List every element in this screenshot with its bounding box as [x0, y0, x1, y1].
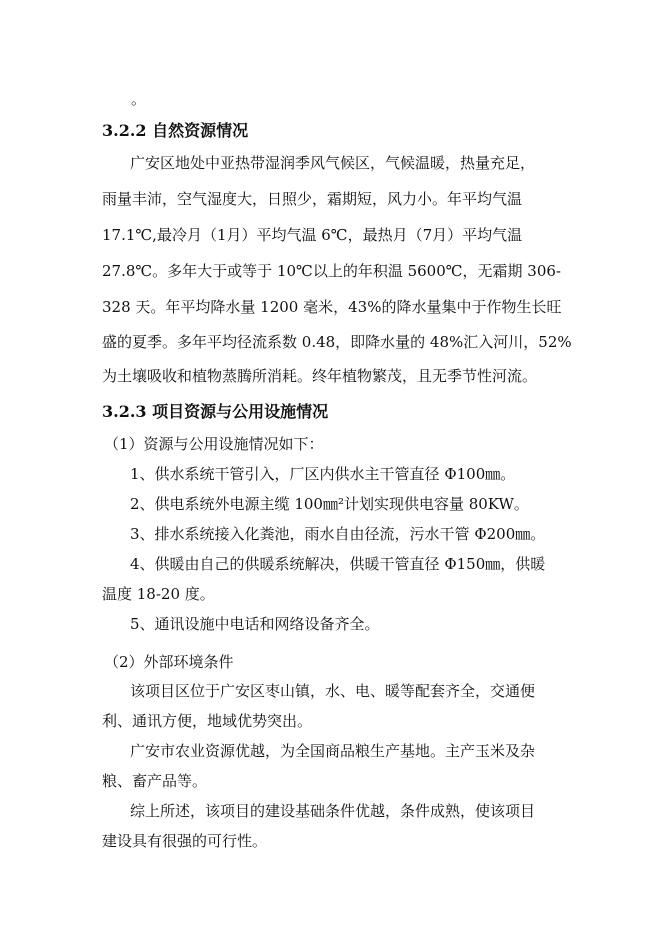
paragraph-line: 该项目区位于广安区枣山镇，水、电、暖等配套齐全，交通便	[130, 682, 536, 700]
paragraph-line: 利、通讯方便，地域优势突出。	[102, 712, 313, 730]
paragraph-line: 328 天。年平均降水量 1200 毫米，43%的降水量集中于作物生长旺	[102, 298, 562, 316]
paragraph-line: 雨量丰沛，空气湿度大，日照少，霜期短，风力小。年平均气温	[102, 190, 523, 208]
paragraph-line: 27.8℃。多年大于或等于 10℃以上的年积温 5600℃，无霜期 306-	[102, 262, 562, 280]
paragraph-line: 17.1℃,最冷月（1月）平均气温 6℃，最热月（7月）平均气温	[102, 226, 523, 244]
lead-mark: 。	[131, 90, 147, 108]
paragraph-line: 粮、畜产品等。	[102, 772, 208, 790]
section-heading-natural-resources: 3.2.2 自然资源情况	[102, 121, 249, 140]
paragraph-line: 建设具有很强的可行性。	[102, 832, 268, 850]
paragraph-line: 为土壤吸收和植物蒸腾所消耗。终年植物繁茂，且无季节性河流。	[102, 367, 538, 385]
section-heading-project-resources: 3.2.3 项目资源与公用设施情况	[102, 402, 329, 421]
paragraph-line: 综上所述，该项目的建设基础条件优越，条件成熟，使该项目	[130, 802, 536, 820]
list-item: 5、通讯设施中电话和网络设备齐全。	[130, 615, 380, 633]
subsection-title: （1）资源与公用设施情况如下：	[104, 435, 324, 453]
subsection-title: （2）外部环境条件	[104, 653, 234, 671]
list-item: 2、供电系统外电源主缆 100㎜²计划实现供电容量 80KW。	[130, 495, 529, 513]
paragraph-line: 广安区地处中亚热带湿润季风气候区，气候温暖，热量充足，	[130, 154, 536, 172]
list-item: 3、排水系统接入化粪池，雨水自由径流，污水干管 Φ200㎜。	[130, 525, 546, 543]
list-item-continuation: 温度 18-20 度。	[102, 585, 215, 603]
list-item: 4、供暖由自己的供暖系统解决，供暖干管直径 Φ150㎜，供暖	[130, 555, 546, 573]
paragraph-line: 广安市农业资源优越，为全国商品粮生产基地。主产玉米及杂	[130, 742, 536, 760]
paragraph-line: 盛的夏季。多年平均径流系数 0.48，即降水量的 48%汇入河川，52%	[102, 333, 572, 351]
list-item: 1、供水系统干管引入，厂区内供水主干管直径 Φ100㎜。	[130, 465, 516, 483]
